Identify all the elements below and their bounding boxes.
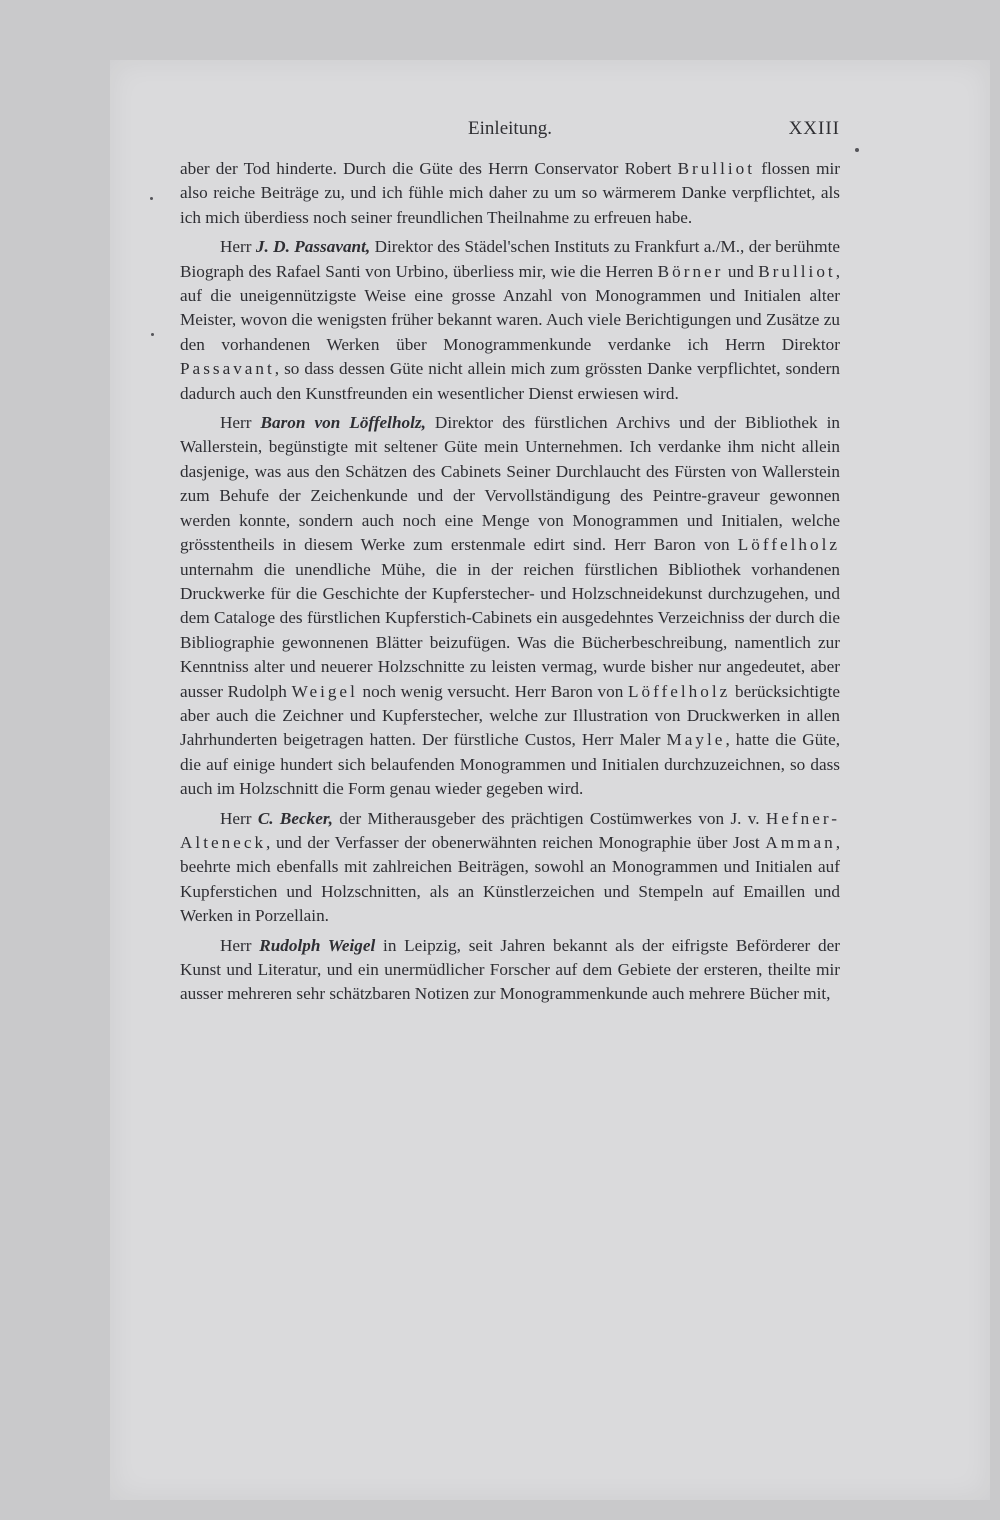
spaced-name: Mayle <box>666 730 726 750</box>
person-name: J. D. Passavant, <box>255 237 371 257</box>
text-run: noch wenig versucht. Herr Baron von <box>357 681 629 701</box>
body-text <box>180 157 840 1007</box>
text-run: , und der Verfasser der obenerwähnten reichen Monographie über Jost <box>266 832 766 852</box>
spaced-name: Börner <box>657 261 724 281</box>
text-run: Herr <box>220 413 261 433</box>
text-run: berücksichtigte aber auch die Zeichner und Kupferstecher, welche zur Illustration von Druckwerken in allen Jahrhunderten beigetragen hatten. Der fürstliche Custos, Herr Maler <box>180 681 840 750</box>
speck-mark <box>151 333 154 336</box>
text-run: flossen mir also reiche Beiträge zu, und ich fühle mich daher zu um so wärmerem Danke verpflichtet, als ich mich überdiess noch seiner freundlichen Theilnahme zu erfreuen habe. <box>180 159 840 227</box>
text-run: unternahm die unendliche Mühe, die in der reichen fürstlichen Bibliothek vorhandenen Druckwerke für die Geschichte der Kupferstecher- und Holzschneidekunst durchzugehen, und dem Cataloge des fürstlichen Kupferstich-Cabinets ein ausgedehntes Verzeichniss der durch die Bibliographie gewonnenen Blätter beizufügen. Was die Bücherbeschreibung, namentlich zur Kenntniss alter und neuerer Holzschnitte zu leisten vermag, wurde bisher nur angedeutet, aber ausser Rudolph <box>180 559 840 701</box>
spaced-name: Löffelholz <box>737 535 840 555</box>
text-run: in Leipzig, seit Jahren bekannt als der eifrigste Beförderer der Kunst und Literatur, und ein unermüdlicher Forscher auf dem Gebiete der ersteren, theilte mir ausser mehreren sehr schätzbaren Notizen zur Monogrammenkunde auch mehrere Bücher mit, <box>180 935 840 1004</box>
text-run: der Mitherausgeber des prächtigen Costümwerkes von J. v. <box>332 808 766 828</box>
text-run: Herr <box>220 935 260 955</box>
spaced-name: Hefner-Alteneck <box>180 808 840 852</box>
text-run: , beehrte mich ebenfalls mit zahlreichen Beiträgen, sowohl an Monogrammen und Initialen auf Kupferstichen und Holzschnitten, als an Künstlerzeichen und Stempeln auf Emaillen und Werken in Porzellain. <box>180 832 840 926</box>
spaced-name: Amman <box>765 832 836 852</box>
paragraph <box>180 157 840 230</box>
text-run: , so dass dessen Güte nicht allein mich zum grössten Danke verpflichtet, sondern dadurch auch den Kunstfreunden ein wesentlicher Dienst erwiesen wird. <box>180 359 840 403</box>
person-name: Rudolph Weigel <box>259 935 376 955</box>
spaced-name: Brulliot <box>677 159 756 178</box>
speck-mark <box>150 197 153 200</box>
paragraph <box>180 235 840 406</box>
spaced-name: Löffelholz <box>628 681 731 701</box>
text-run: Herr <box>220 808 258 828</box>
paragraph <box>180 807 840 929</box>
spaced-name: Brulliot <box>758 261 836 281</box>
paragraph <box>180 934 840 1007</box>
text-run: aber der Tod hinderte. Durch die Güte des Herrn Conservator Robert <box>180 159 678 178</box>
text-run: , hatte die Güte, die auf einige hundert sich belaufenden Monogrammen und Initialen durchzuzeichnen, so dass auch im Holzschnitt die Form genau wieder gegeben wird. <box>180 730 840 799</box>
spaced-name: Weigel <box>291 681 358 701</box>
text-run: Direktor des Städel'schen Instituts zu Frankfurt a./M., der berühmte Biograph des Rafael Santi von Urbino, überliess mir, wie die Herren <box>180 237 840 281</box>
paragraph <box>180 411 840 802</box>
text-run: Direktor des fürstlichen Archivs und der Bibliothek in Wallerstein, begünstigte mit seltener Güte mein Unternehmen. Ich verdanke ihm nicht allein dasjenige, was aus den Schätzen des Cabinets Seiner Durchlaucht des Fürsten von Wallerstein zum Behufe der Zeichenkunde und der Vervollständigung des Peintre-graveur gewonnen werden konnte, sondern auch noch eine Menge von Monogrammen und Initialen, welche grösstentheils in diesem Werke zum erstenmale edirt sind. Herr Baron von <box>180 413 840 555</box>
person-name: C. Becker, <box>257 808 333 828</box>
speck-mark <box>855 148 859 152</box>
running-header <box>180 118 840 144</box>
running-title: Einleitung. <box>468 118 552 139</box>
spaced-name: Passavant <box>180 359 275 379</box>
person-name: Baron von Löffelholz, <box>260 413 426 433</box>
text-run: Herr <box>220 237 256 257</box>
page-number: XXIII <box>788 118 840 139</box>
text-run: und <box>723 261 759 281</box>
text-run: , auf die uneigennützigste Weise eine grosse Anzahl von Monogrammen und Initialen alter Meister, wovon die wenigsten früher bekannt waren. Auch viele Berichtigungen und Zusätze zu den vorhandenen Werken über Monogrammenkunde verdanke ich Herrn Direktor <box>180 261 840 354</box>
